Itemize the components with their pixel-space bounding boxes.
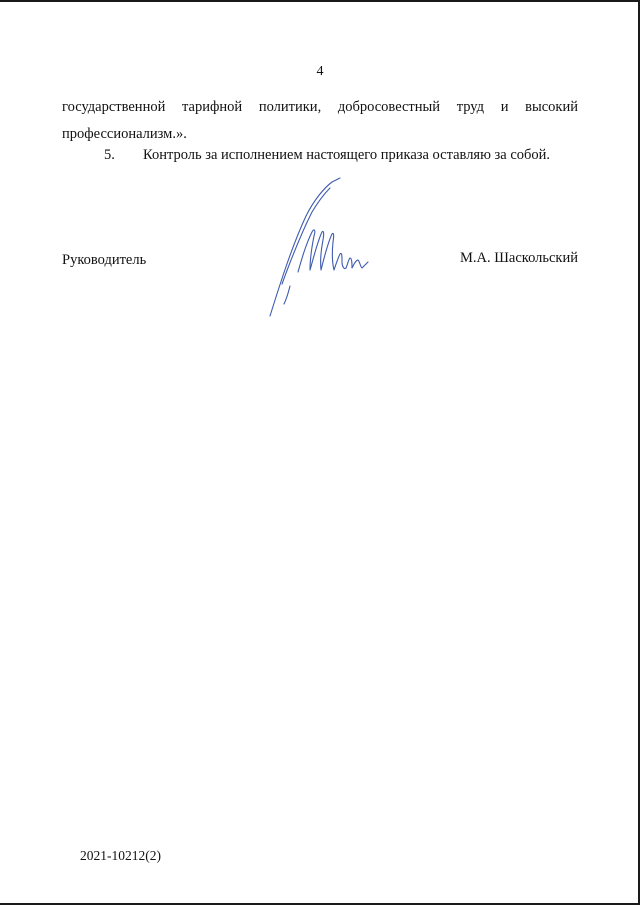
scan-edge-top [0, 0, 640, 2]
handwritten-signature [262, 176, 372, 318]
continued-paragraph [62, 94, 578, 148]
signatory-name: М.А. Шаскольский [460, 250, 578, 266]
list-item-5 [104, 147, 550, 164]
list-item-number: 5. [104, 147, 115, 163]
list-item-text: Контроль за исполнением настоящего приказа оставляю за собой. [143, 147, 551, 163]
continued-paragraph-line-2: профессионализм.». [62, 126, 187, 142]
signatory-role: Руководитель [62, 252, 147, 268]
page-number: 4 [316, 64, 324, 79]
continued-paragraph-line-1: государственной тарифной политики, добросовестный труд и высокий [62, 99, 578, 115]
document-code: 2021-10212(2) [80, 848, 161, 863]
